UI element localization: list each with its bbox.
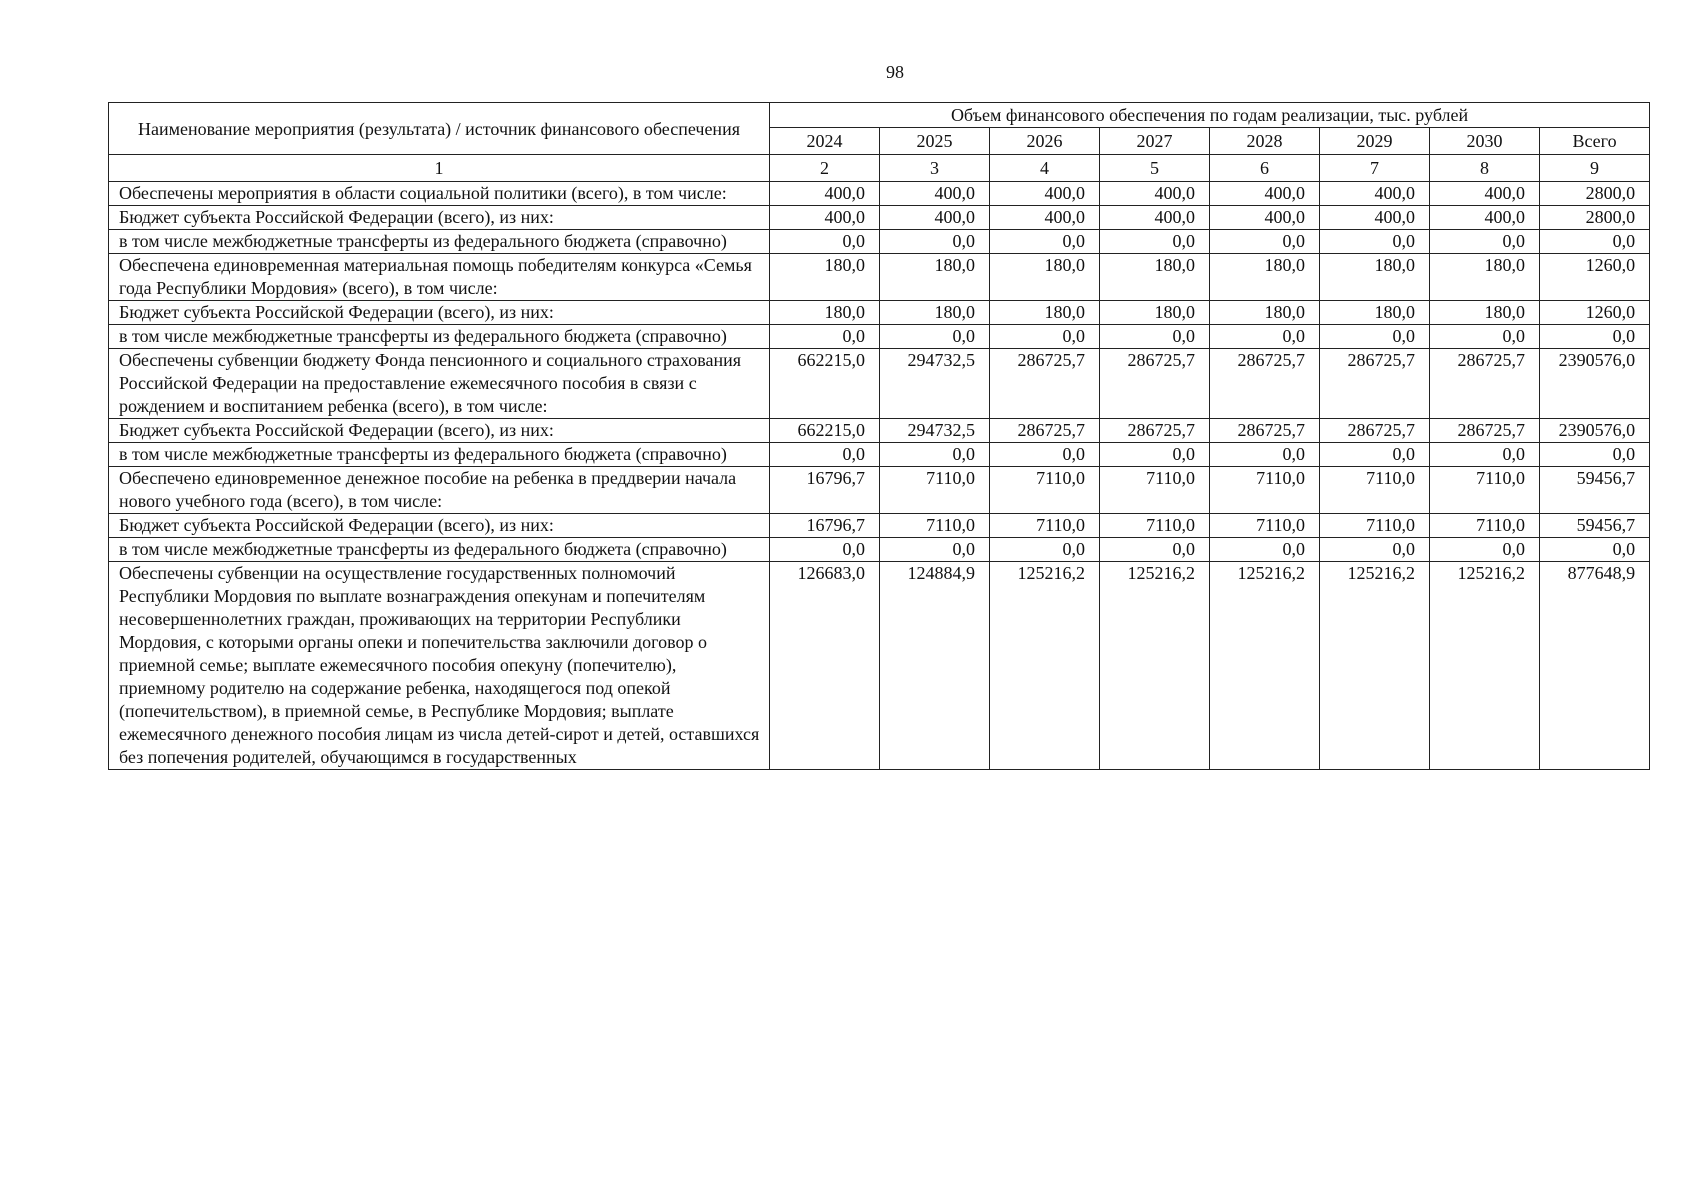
row-value: 0,0 bbox=[770, 538, 880, 562]
row-value: 7110,0 bbox=[1430, 514, 1540, 538]
row-name: в том числе межбюджетные трансферты из федерального бюджета (справочно) bbox=[109, 443, 770, 467]
row-value: 180,0 bbox=[770, 301, 880, 325]
row-value: 180,0 bbox=[880, 254, 990, 301]
table-row bbox=[109, 206, 1650, 230]
row-value: 0,0 bbox=[990, 538, 1100, 562]
row-value: 180,0 bbox=[770, 254, 880, 301]
row-value: 7110,0 bbox=[1100, 467, 1210, 514]
column-number: 6 bbox=[1210, 155, 1320, 182]
row-value: 126683,0 bbox=[770, 562, 880, 770]
row-value: 0,0 bbox=[880, 325, 990, 349]
row-name: Бюджет субъекта Российской Федерации (всего), из них: bbox=[109, 206, 770, 230]
row-value: 286725,7 bbox=[990, 349, 1100, 419]
column-number: 2 bbox=[770, 155, 880, 182]
row-value: 16796,7 bbox=[770, 467, 880, 514]
row-value: 0,0 bbox=[1210, 538, 1320, 562]
row-value: 0,0 bbox=[1430, 443, 1540, 467]
row-value: 286725,7 bbox=[1210, 349, 1320, 419]
row-value: 0,0 bbox=[770, 325, 880, 349]
row-value: 7110,0 bbox=[1320, 467, 1430, 514]
row-value: 180,0 bbox=[880, 301, 990, 325]
table-row bbox=[109, 230, 1650, 254]
row-value: 400,0 bbox=[1430, 206, 1540, 230]
row-value: 662215,0 bbox=[770, 349, 880, 419]
header-name-column: Наименование мероприятия (результата) / источник финансового обеспечения bbox=[109, 103, 770, 155]
row-value: 7110,0 bbox=[1430, 467, 1540, 514]
row-value: 180,0 bbox=[1320, 301, 1430, 325]
row-name: Обеспечены субвенции на осуществление государственных полномочий Республики Мордовия по выплате вознаграждения опекунам и попечителям несовершеннолетних граждан, проживающих на территории Республики Мордовия, с которыми органы опеки и попечительства заключили договор о приемной семье; выплате ежемесячного пособия опекуну (попечителю), приемному родителю на содержание ребенка, находящегося под опекой (попечительством), в приемной семье, в Республике Мордовия; выплате ежемесячного денежного пособия лицам из числа детей-сирот и детей, оставшихся без попечения родителей, обучающимся в государственных bbox=[109, 562, 770, 770]
header-year: 2028 bbox=[1210, 128, 1320, 155]
row-value: 180,0 bbox=[1210, 301, 1320, 325]
row-value: 125216,2 bbox=[1210, 562, 1320, 770]
row-value: 7110,0 bbox=[1100, 514, 1210, 538]
row-total: 2390576,0 bbox=[1540, 349, 1650, 419]
header-total: Всего bbox=[1540, 128, 1650, 155]
row-total: 59456,7 bbox=[1540, 514, 1650, 538]
table-row bbox=[109, 514, 1650, 538]
column-number: 9 bbox=[1540, 155, 1650, 182]
row-name: в том числе межбюджетные трансферты из федерального бюджета (справочно) bbox=[109, 230, 770, 254]
row-total: 1260,0 bbox=[1540, 301, 1650, 325]
row-total: 0,0 bbox=[1540, 538, 1650, 562]
row-value: 180,0 bbox=[1430, 254, 1540, 301]
row-value: 0,0 bbox=[770, 443, 880, 467]
row-total: 877648,9 bbox=[1540, 562, 1650, 770]
row-name: в том числе межбюджетные трансферты из федерального бюджета (справочно) bbox=[109, 538, 770, 562]
row-value: 0,0 bbox=[1100, 325, 1210, 349]
row-value: 400,0 bbox=[770, 206, 880, 230]
row-value: 400,0 bbox=[1100, 182, 1210, 206]
row-value: 0,0 bbox=[1430, 325, 1540, 349]
row-value: 7110,0 bbox=[990, 467, 1100, 514]
row-value: 294732,5 bbox=[880, 349, 990, 419]
row-value: 125216,2 bbox=[990, 562, 1100, 770]
table-row bbox=[109, 182, 1650, 206]
row-value: 286725,7 bbox=[1100, 419, 1210, 443]
row-value: 7110,0 bbox=[880, 467, 990, 514]
header-year: 2024 bbox=[770, 128, 880, 155]
row-value: 0,0 bbox=[1320, 443, 1430, 467]
row-total: 0,0 bbox=[1540, 230, 1650, 254]
funding-table-container bbox=[108, 102, 1649, 770]
row-total: 1260,0 bbox=[1540, 254, 1650, 301]
row-value: 180,0 bbox=[1100, 301, 1210, 325]
column-number: 7 bbox=[1320, 155, 1430, 182]
row-value: 400,0 bbox=[770, 182, 880, 206]
row-value: 180,0 bbox=[1210, 254, 1320, 301]
row-value: 400,0 bbox=[1210, 206, 1320, 230]
row-value: 0,0 bbox=[1320, 538, 1430, 562]
row-value: 0,0 bbox=[990, 443, 1100, 467]
row-total: 2390576,0 bbox=[1540, 419, 1650, 443]
row-value: 180,0 bbox=[1320, 254, 1430, 301]
row-value: 0,0 bbox=[1100, 230, 1210, 254]
row-value: 286725,7 bbox=[990, 419, 1100, 443]
row-value: 0,0 bbox=[990, 325, 1100, 349]
row-value: 0,0 bbox=[880, 230, 990, 254]
header-year: 2029 bbox=[1320, 128, 1430, 155]
row-total: 2800,0 bbox=[1540, 206, 1650, 230]
row-value: 7110,0 bbox=[1210, 514, 1320, 538]
row-value: 286725,7 bbox=[1320, 419, 1430, 443]
row-value: 16796,7 bbox=[770, 514, 880, 538]
row-value: 400,0 bbox=[1210, 182, 1320, 206]
funding-table bbox=[108, 102, 1650, 770]
row-value: 7110,0 bbox=[1320, 514, 1430, 538]
page-number: 98 bbox=[886, 62, 904, 82]
row-name: Обеспечено единовременное денежное пособие на ребенка в преддверии начала нового учебного года (всего), в том числе: bbox=[109, 467, 770, 514]
row-value: 400,0 bbox=[1430, 182, 1540, 206]
row-value: 0,0 bbox=[1210, 230, 1320, 254]
row-total: 0,0 bbox=[1540, 443, 1650, 467]
row-value: 0,0 bbox=[1210, 325, 1320, 349]
row-value: 7110,0 bbox=[990, 514, 1100, 538]
row-value: 286725,7 bbox=[1430, 419, 1540, 443]
row-total: 2800,0 bbox=[1540, 182, 1650, 206]
table-row bbox=[109, 562, 1650, 770]
table-row bbox=[109, 467, 1650, 514]
header-year: 2025 bbox=[880, 128, 990, 155]
row-name: Обеспечены субвенции бюджету Фонда пенсионного и социального страхования Российской Федерации на предоставление ежемесячного пособия в связи с рождением и воспитанием ребенка (всего), в том числе: bbox=[109, 349, 770, 419]
row-value: 7110,0 bbox=[1210, 467, 1320, 514]
row-value: 125216,2 bbox=[1320, 562, 1430, 770]
row-value: 286725,7 bbox=[1100, 349, 1210, 419]
row-total: 59456,7 bbox=[1540, 467, 1650, 514]
row-value: 0,0 bbox=[1100, 538, 1210, 562]
column-number: 3 bbox=[880, 155, 990, 182]
column-number: 5 bbox=[1100, 155, 1210, 182]
row-value: 294732,5 bbox=[880, 419, 990, 443]
table-row bbox=[109, 443, 1650, 467]
row-value: 400,0 bbox=[990, 182, 1100, 206]
row-value: 0,0 bbox=[1430, 538, 1540, 562]
table-row bbox=[109, 538, 1650, 562]
row-value: 125216,2 bbox=[1430, 562, 1540, 770]
row-value: 400,0 bbox=[880, 182, 990, 206]
column-number: 4 bbox=[990, 155, 1100, 182]
column-number: 8 bbox=[1430, 155, 1540, 182]
row-name: Обеспечены мероприятия в области социальной политики (всего), в том числе: bbox=[109, 182, 770, 206]
row-value: 124884,9 bbox=[880, 562, 990, 770]
row-name: в том числе межбюджетные трансферты из федерального бюджета (справочно) bbox=[109, 325, 770, 349]
row-value: 286725,7 bbox=[1430, 349, 1540, 419]
table-row bbox=[109, 254, 1650, 301]
row-value: 0,0 bbox=[770, 230, 880, 254]
table-row bbox=[109, 349, 1650, 419]
row-name: Обеспечена единовременная материальная помощь победителям конкурса «Семья года Республики Мордовия» (всего), в том числе: bbox=[109, 254, 770, 301]
row-value: 286725,7 bbox=[1210, 419, 1320, 443]
row-value: 400,0 bbox=[1320, 182, 1430, 206]
row-value: 180,0 bbox=[1100, 254, 1210, 301]
table-row bbox=[109, 419, 1650, 443]
row-value: 0,0 bbox=[880, 538, 990, 562]
row-value: 0,0 bbox=[1320, 230, 1430, 254]
row-value: 0,0 bbox=[1430, 230, 1540, 254]
row-value: 0,0 bbox=[880, 443, 990, 467]
header-year: 2026 bbox=[990, 128, 1100, 155]
header-funding-group: Объем финансового обеспечения по годам реализации, тыс. рублей bbox=[770, 103, 1650, 128]
row-value: 0,0 bbox=[1320, 325, 1430, 349]
row-value: 400,0 bbox=[1100, 206, 1210, 230]
row-value: 0,0 bbox=[990, 230, 1100, 254]
row-name: Бюджет субъекта Российской Федерации (всего), из них: bbox=[109, 419, 770, 443]
row-value: 0,0 bbox=[1100, 443, 1210, 467]
row-value: 286725,7 bbox=[1320, 349, 1430, 419]
row-value: 400,0 bbox=[990, 206, 1100, 230]
row-name: Бюджет субъекта Российской Федерации (всего), из них: bbox=[109, 301, 770, 325]
row-value: 180,0 bbox=[990, 254, 1100, 301]
row-value: 7110,0 bbox=[880, 514, 990, 538]
row-value: 662215,0 bbox=[770, 419, 880, 443]
table-row bbox=[109, 301, 1650, 325]
table-row bbox=[109, 325, 1650, 349]
header-year: 2030 bbox=[1430, 128, 1540, 155]
row-value: 180,0 bbox=[990, 301, 1100, 325]
row-value: 180,0 bbox=[1430, 301, 1540, 325]
header-year: 2027 bbox=[1100, 128, 1210, 155]
row-value: 400,0 bbox=[880, 206, 990, 230]
row-total: 0,0 bbox=[1540, 325, 1650, 349]
row-value: 0,0 bbox=[1210, 443, 1320, 467]
row-value: 400,0 bbox=[1320, 206, 1430, 230]
row-name: Бюджет субъекта Российской Федерации (всего), из них: bbox=[109, 514, 770, 538]
table-body bbox=[109, 182, 1650, 770]
row-value: 125216,2 bbox=[1100, 562, 1210, 770]
column-number: 1 bbox=[109, 155, 770, 182]
